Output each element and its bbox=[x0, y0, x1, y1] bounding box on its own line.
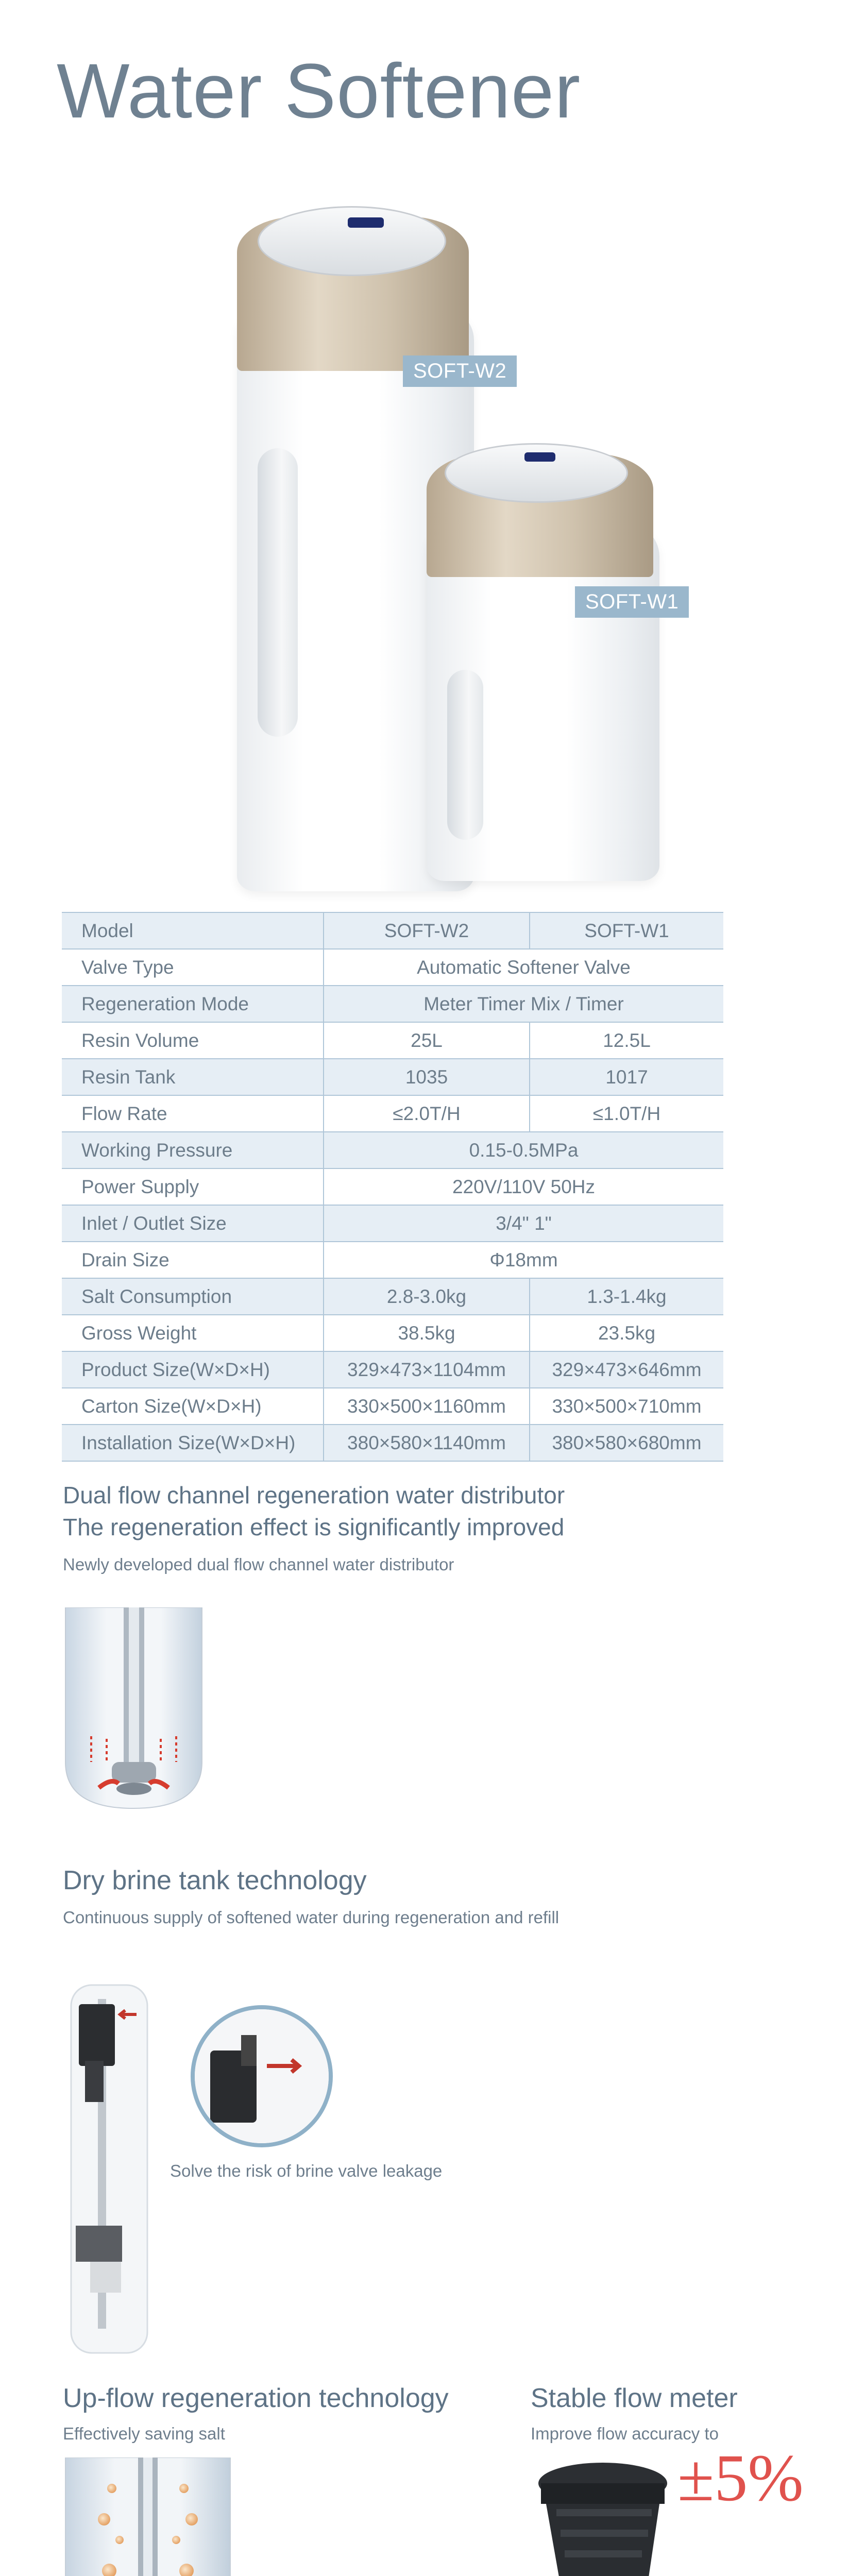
spec-value-w2: 380×580×1140mm bbox=[324, 1425, 530, 1461]
spec-row bbox=[62, 1095, 723, 1132]
spec-label: Regeneration Mode bbox=[62, 986, 324, 1022]
flow-meter-illustration bbox=[531, 2458, 680, 2576]
spec-row bbox=[62, 1022, 723, 1059]
tank-cap bbox=[258, 206, 446, 276]
spec-label: Flow Rate bbox=[62, 1095, 324, 1132]
spec-label: Installation Size(W×D×H) bbox=[62, 1425, 324, 1461]
spec-value-w1: ≤1.0T/H bbox=[530, 1095, 723, 1132]
spec-value-w1: 23.5kg bbox=[530, 1315, 723, 1351]
spec-label: Carton Size(W×D×H) bbox=[62, 1388, 324, 1425]
display-panel bbox=[348, 217, 384, 228]
spec-value-w2: 38.5kg bbox=[324, 1315, 530, 1351]
tank-groove bbox=[447, 670, 483, 840]
spec-value-shared: 0.15-0.5MPa bbox=[324, 1132, 723, 1168]
spec-value-w1: 330×500×710mm bbox=[530, 1388, 723, 1425]
upflow-subtitle: Effectively saving salt bbox=[63, 2424, 225, 2443]
brine-heading: Dry brine tank technology bbox=[63, 1866, 367, 1895]
spec-row bbox=[62, 1351, 723, 1388]
spec-value-w2: 25L bbox=[324, 1022, 530, 1059]
spec-row bbox=[62, 986, 723, 1022]
tank-groove bbox=[258, 448, 298, 737]
spec-value-w2: ≤2.0T/H bbox=[324, 1095, 530, 1132]
spec-label: Product Size(W×D×H) bbox=[62, 1351, 324, 1388]
spec-value-w1: 12.5L bbox=[530, 1022, 723, 1059]
distributor-illustration bbox=[63, 1607, 205, 1814]
spec-row bbox=[62, 1132, 723, 1168]
spec-value-shared: Automatic Softener Valve bbox=[324, 949, 723, 986]
spec-value-shared: Meter Timer Mix / Timer bbox=[324, 986, 723, 1022]
spec-value-w1: 1.3-1.4kg bbox=[530, 1278, 723, 1315]
spec-row bbox=[62, 1242, 723, 1278]
spec-label: Drain Size bbox=[62, 1242, 324, 1278]
dual-flow-heading-line1: Dual flow channel regeneration water distributor bbox=[63, 1482, 565, 1509]
spec-label: Valve Type bbox=[62, 949, 324, 986]
spec-row bbox=[62, 1168, 723, 1205]
spec-row bbox=[62, 1205, 723, 1242]
spec-value-shared: Φ18mm bbox=[324, 1242, 723, 1278]
spec-label: Gross Weight bbox=[62, 1315, 324, 1351]
brine-note: Solve the risk of brine valve leakage bbox=[170, 2161, 443, 2180]
spec-value-w1: 1017 bbox=[530, 1059, 723, 1095]
product-image-small bbox=[427, 443, 659, 881]
brine-valve-zoom bbox=[190, 2004, 334, 2148]
model-tag-w2: SOFT-W2 bbox=[403, 355, 517, 387]
display-panel bbox=[524, 452, 555, 462]
spec-label: Resin Volume bbox=[62, 1022, 324, 1059]
dual-flow-heading-line2: The regeneration effect is significantly improved bbox=[63, 1514, 565, 1540]
spec-label: Resin Tank bbox=[62, 1059, 324, 1095]
spec-row bbox=[62, 1278, 723, 1315]
spec-value-w2: 330×500×1160mm bbox=[324, 1388, 530, 1425]
spec-value-w2: SOFT-W2 bbox=[324, 912, 530, 949]
brine-subtitle: Continuous supply of softened water during regeneration and refill bbox=[63, 1908, 559, 1927]
spec-value-w1: SOFT-W1 bbox=[530, 912, 723, 949]
flow-meter-heading: Stable flow meter bbox=[531, 2383, 738, 2413]
spec-label: Model bbox=[62, 912, 324, 949]
spec-label: Inlet / Outlet Size bbox=[62, 1205, 324, 1242]
flow-accuracy-value: ±5% bbox=[677, 2441, 804, 2515]
upflow-illustration bbox=[63, 2458, 233, 2576]
spec-row bbox=[62, 912, 723, 949]
spec-row bbox=[62, 949, 723, 986]
spec-value-shared: 3/4" 1" bbox=[324, 1205, 723, 1242]
spec-table bbox=[62, 912, 723, 1462]
flow-meter-subtitle: Improve flow accuracy to bbox=[531, 2424, 719, 2443]
spec-row bbox=[62, 1388, 723, 1425]
spec-value-shared: 220V/110V 50Hz bbox=[324, 1168, 723, 1205]
spec-value-w2: 329×473×1104mm bbox=[324, 1351, 530, 1388]
brine-tank-illustration bbox=[70, 1984, 149, 2354]
dual-flow-subtitle: Newly developed dual flow channel water distributor bbox=[63, 1555, 454, 1574]
spec-label: Salt Consumption bbox=[62, 1278, 324, 1315]
spec-value-w1: 380×580×680mm bbox=[530, 1425, 723, 1461]
spec-value-w2: 2.8-3.0kg bbox=[324, 1278, 530, 1315]
spec-value-w1: 329×473×646mm bbox=[530, 1351, 723, 1388]
page-title: Water Softener bbox=[57, 47, 581, 134]
spec-row bbox=[62, 1315, 723, 1351]
spec-label: Working Pressure bbox=[62, 1132, 324, 1168]
spec-row bbox=[62, 1425, 723, 1461]
upflow-heading: Up-flow regeneration technology bbox=[63, 2383, 449, 2413]
spec-label: Power Supply bbox=[62, 1168, 324, 1205]
model-tag-w1: SOFT-W1 bbox=[575, 586, 689, 618]
spec-row bbox=[62, 1059, 723, 1095]
spec-value-w2: 1035 bbox=[324, 1059, 530, 1095]
